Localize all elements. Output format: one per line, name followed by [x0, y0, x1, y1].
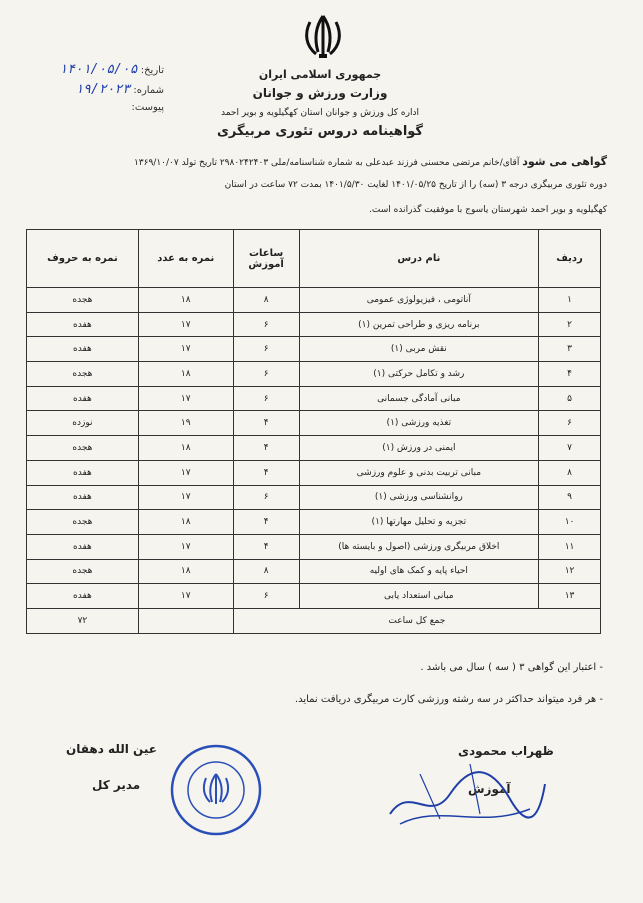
right-signer-name: ظهراب محمودی: [458, 744, 554, 758]
table-row: [27, 362, 601, 387]
course-hours: ۴: [233, 411, 299, 436]
handwritten-signature-icon: [380, 744, 550, 834]
header-grade-word: نمره به حروف: [27, 230, 139, 288]
course-name: آناتومی ، فیزیولوژی عمومی: [299, 288, 539, 313]
grade-word: هجده: [27, 510, 139, 535]
country-name: جمهوری اسلامی ایران: [258, 68, 382, 81]
course-hours: ۴: [233, 460, 299, 485]
row-number: ۴: [539, 362, 601, 387]
grade-word: هجده: [27, 436, 139, 461]
table-row: [27, 485, 601, 510]
attachment-label: پیوست:: [131, 102, 164, 113]
grade-number: ۱۷: [138, 584, 233, 609]
course-hours: ۴: [233, 436, 299, 461]
grade-number: ۱۷: [138, 460, 233, 485]
header-row-number: ردیف: [539, 230, 601, 288]
grade-word: هجده: [27, 559, 139, 584]
grade-word: هفده: [27, 312, 139, 337]
course-hours: ۸: [233, 559, 299, 584]
number-label: شماره:: [133, 85, 164, 96]
grade-number: ۱۸: [138, 288, 233, 313]
row-number: ۶: [539, 411, 601, 436]
grade-word: هفده: [27, 534, 139, 559]
table-header-row: [27, 230, 601, 288]
course-hours: ۶: [233, 337, 299, 362]
certificate-line-3: کهگیلویه و بویر احمد شهرستان یاسوج با موفقیت گذرانده است.: [369, 205, 607, 215]
table-row: [27, 411, 601, 436]
note-limit: - هر فرد میتواند حداکثر در سه رشته ورزشی کارت مربیگری دریافت نماید.: [294, 694, 603, 705]
document-title: گواهینامه دروس تئوری مربیگری: [217, 124, 423, 139]
total-spacer: [138, 608, 233, 633]
table-row: [27, 584, 601, 609]
certificate-line-1-text: آقای/خانم مرتضی محسنی فرزند عبدعلی به شماره شناسنامه/ملی ۲۹۸۰۲۴۲۴۰۳ تاریخ تولد ۱۳۶۹/۱۰/۰۷: [133, 158, 520, 168]
grade-number: ۱۷: [138, 386, 233, 411]
row-number: ۱۱: [539, 534, 601, 559]
grade-number: ۱۷: [138, 312, 233, 337]
row-number: ۸: [539, 460, 601, 485]
grade-word: هجده: [27, 288, 139, 313]
grade-word: هجده: [27, 362, 139, 387]
row-number: ۳: [539, 337, 601, 362]
right-signer-title: آموزش: [468, 782, 511, 796]
course-hours: ۶: [233, 584, 299, 609]
grade-number: ۱۸: [138, 510, 233, 535]
grade-word: هفده: [27, 584, 139, 609]
table-row: [27, 288, 601, 313]
date-field: [14, 62, 164, 77]
total-row: [27, 608, 601, 633]
left-signer-name: عین الله دهقان: [66, 742, 157, 756]
course-hours: ۶: [233, 386, 299, 411]
number-value: ۱۹/۲۰۲۳: [75, 82, 131, 97]
official-stamp-icon: [168, 742, 264, 838]
note-validity: - اعتبار این گواهی ۳ ( سه ) سال می باشد .: [420, 662, 603, 673]
course-name: رشد و تکامل حرکتی (۱): [299, 362, 539, 387]
left-signer-title: مدیر کل: [92, 778, 141, 792]
number-field: [14, 82, 164, 97]
ministry-name: وزارت ورزش و جوانان: [252, 86, 388, 100]
course-hours: ۸: [233, 288, 299, 313]
row-number: ۵: [539, 386, 601, 411]
row-number: ۱۰: [539, 510, 601, 535]
total-value: ۷۲: [27, 608, 139, 633]
grade-number: ۱۸: [138, 436, 233, 461]
course-name: مبانی آمادگی جسمانی: [299, 386, 539, 411]
course-name: تغذیه ورزشی (۱): [299, 411, 539, 436]
office-name: اداره کل ورزش و جوانان استان کهگیلویه و بویر احمد: [220, 108, 419, 118]
table-row: [27, 510, 601, 535]
total-label: جمع کل ساعت: [233, 608, 600, 633]
grade-number: ۱۸: [138, 362, 233, 387]
course-hours: ۶: [233, 312, 299, 337]
iran-emblem-icon: [300, 12, 346, 62]
course-name: احیاء پایه و کمک های اولیه: [299, 559, 539, 584]
course-name: ایمنی در ورزش (۱): [299, 436, 539, 461]
certificate-line-1: [17, 155, 607, 168]
grade-number: ۱۸: [138, 559, 233, 584]
grade-number: ۱۹: [138, 411, 233, 436]
table-row: [27, 312, 601, 337]
course-name: مبانی تربیت بدنی و علوم ورزشی: [299, 460, 539, 485]
row-number: ۷: [539, 436, 601, 461]
attachment-field: [14, 102, 164, 113]
grade-number: ۱۷: [138, 485, 233, 510]
grade-number: ۱۷: [138, 337, 233, 362]
grades-table: [26, 229, 601, 634]
course-hours: ۴: [233, 534, 299, 559]
row-number: ۲: [539, 312, 601, 337]
course-hours: ۶: [233, 485, 299, 510]
table-row: [27, 436, 601, 461]
grade-word: هفده: [27, 485, 139, 510]
table-row: [27, 337, 601, 362]
certify-text: گواهی می شود: [522, 155, 607, 168]
date-label: تاریخ:: [140, 65, 164, 76]
table-row: [27, 534, 601, 559]
course-name: مبانی استعداد یابی: [299, 584, 539, 609]
grade-word: هفده: [27, 460, 139, 485]
table-row: [27, 386, 601, 411]
row-number: ۹: [539, 485, 601, 510]
course-hours: ۶: [233, 362, 299, 387]
course-name: نقش مربی (۱): [299, 337, 539, 362]
grade-word: نوزده: [27, 411, 139, 436]
table-row: [27, 559, 601, 584]
certificate-line-2: دوره تئوری مربیگری درجه ۳ (سه) را از تاریخ ۱۴۰۱/۰۵/۲۵ لغایت ۱۴۰۱/۵/۳۰ بمدت ۷۲ ساعت در استان: [224, 180, 607, 190]
grade-word: هفده: [27, 386, 139, 411]
row-number: ۱۲: [539, 559, 601, 584]
course-hours: ۴: [233, 510, 299, 535]
course-name: تجزیه و تحلیل مهارتها (۱): [299, 510, 539, 535]
header-hours: ساعات آموزش: [233, 230, 299, 288]
table-row: [27, 460, 601, 485]
course-name: برنامه ریزی و طراحی تمرین (۱): [299, 312, 539, 337]
course-name: روانشناسی ورزشی (۱): [299, 485, 539, 510]
date-value: ۱۴۰۱/۰۵/۰۵: [59, 62, 138, 77]
grade-word: هفده: [27, 337, 139, 362]
grade-number: ۱۷: [138, 534, 233, 559]
header-course: نام درس: [299, 230, 539, 288]
row-number: ۱: [539, 288, 601, 313]
course-name: اخلاق مربیگری ورزشی (اصول و بایسته ها): [299, 534, 539, 559]
row-number: ۱۳: [539, 584, 601, 609]
header-grade-number: نمره به عدد: [138, 230, 233, 288]
